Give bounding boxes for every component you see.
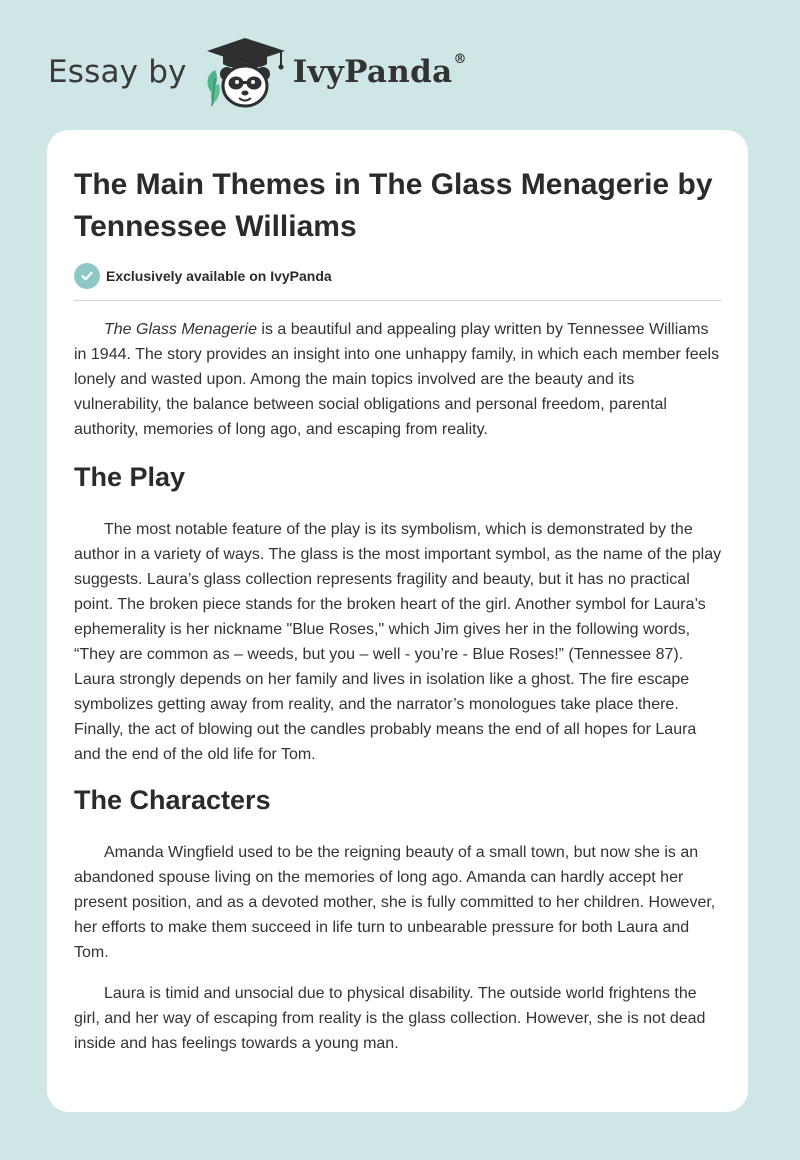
check-icon — [74, 263, 100, 289]
paragraph-laura: Laura is timid and unsocial due to physical disability. The outside world frightens the girl, and her way of escaping from reality is the glass collection. However, she is not dead inside and has feelings towards a young man. — [74, 985, 706, 1052]
essay-content — [74, 164, 722, 1056]
ivypanda-logo-link[interactable] — [201, 34, 467, 110]
exclusive-badge — [74, 262, 722, 290]
page-title: The Main Themes in The Glass Menagerie by Tennessee Williams — [74, 168, 713, 243]
paragraph-amanda: Amanda Wingfield used to be the reigning beauty of a small town, but now she is an abandoned spouse living on the memories of long ago. Amanda can hardly accept her present position, and as a devoted mother, she is fully committed to her children. However, her efforts to make them succeed in life turn to unbearable pressure for both Laura and Tom. — [74, 844, 716, 961]
leaf-icon — [207, 70, 219, 106]
essay-card — [47, 130, 748, 1112]
brand-name: IvyPanda® — [292, 52, 467, 90]
paragraph-play-symbolism: The most notable feature of the play is its symbolism, which is demonstrated by the author in a variety of ways. The glass is the most important symbol, as the name of the play suggests. Laura’s glass collection represents fragility and beauty, but it has no practical point. The broken piece stands for the broken heart of the girl. Another symbol for Laura’s ephemerality is her nickname "Blue Roses," which Jim gives her in the following words, “They are common as – weeds, but you – well - you’re - Blue Roses!” (Tennessee 87). Laura strongly depends on her family and lives in isolation like a ghost. The fire escape symbolizes getting away from reality, and the narrator’s monologues take place there. Finally, the act of blowing out the candles probably means the end of all hopes for Laura and the end of the old life for Tom. — [74, 521, 722, 763]
intro-paragraph — [74, 317, 722, 442]
intro-text: is a beautiful and appealing play written by Tennessee Williams in 1944. The story provides an insight into one unhappy family, in which each member feels lonely and wasted upon. Among the main topics involved are the beauty and its vulnerability, the balance between social obligations and personal freedom, parental authority, memories of long ago, and escaping from reality. — [74, 321, 720, 438]
play-title-italic: The Glass Menagerie — [104, 321, 257, 338]
site-header — [48, 34, 467, 110]
registered-mark: ® — [453, 52, 467, 67]
exclusive-label: Exclusively available on IvyPanda — [106, 268, 332, 284]
section-heading-the-play: The Play — [74, 462, 186, 492]
essay-by-label: Essay by — [48, 54, 187, 90]
panda-graduation-cap-icon — [201, 34, 287, 110]
divider — [74, 300, 722, 301]
section-heading-the-characters: The Characters — [74, 785, 271, 815]
